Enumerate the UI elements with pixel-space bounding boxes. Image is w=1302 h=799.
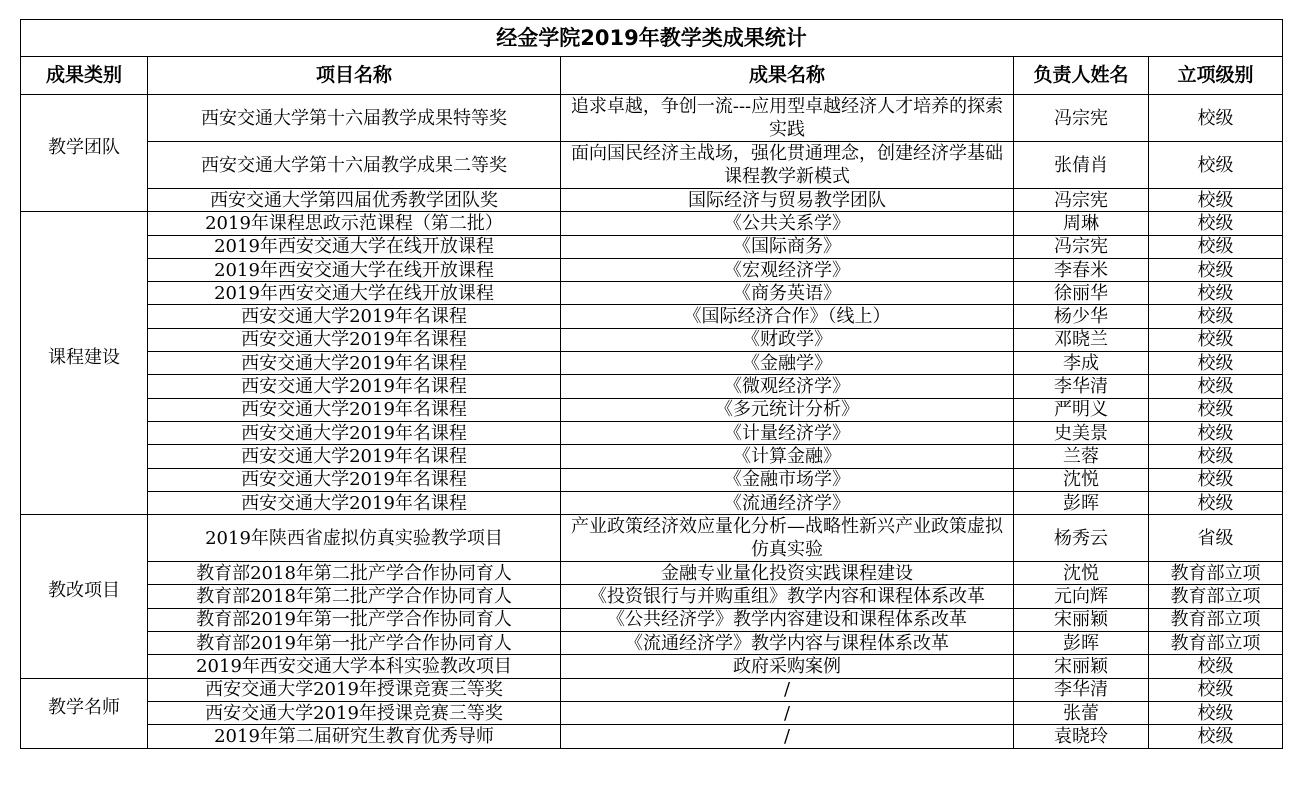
level-cell: 校级	[1149, 655, 1283, 678]
table-row	[21, 678, 1283, 701]
title-row	[21, 20, 1283, 57]
table-row	[21, 445, 1283, 468]
table-row	[21, 701, 1283, 724]
level-cell: 校级	[1149, 282, 1283, 305]
result-cell: 《微观经济学》	[561, 375, 1014, 398]
table-row	[21, 212, 1283, 235]
result-cell: /	[561, 701, 1014, 724]
category-cell	[21, 678, 148, 748]
leader-cell: 周琳	[1014, 212, 1149, 235]
leader-cell: 宋丽颖	[1014, 655, 1149, 678]
leader-cell: 李华清	[1014, 375, 1149, 398]
result-cell: 《公共经济学》教学内容建设和课程体系改革	[561, 608, 1014, 631]
level-cell: 校级	[1149, 328, 1283, 351]
table-row	[21, 282, 1283, 305]
table-row	[21, 328, 1283, 351]
level-cell: 校级	[1149, 678, 1283, 701]
table-row	[21, 562, 1283, 585]
level-cell: 校级	[1149, 212, 1283, 235]
table-row	[21, 632, 1283, 655]
project-cell: 西安交通大学2019年名课程	[148, 445, 561, 468]
level-cell: 校级	[1149, 95, 1283, 142]
level-cell: 校级	[1149, 375, 1283, 398]
level-cell: 教育部立项	[1149, 632, 1283, 655]
project-cell: 西安交通大学2019年授课竞赛三等奖	[148, 701, 561, 724]
leader-cell: 沈悦	[1014, 562, 1149, 585]
level-cell: 校级	[1149, 142, 1283, 189]
project-cell: 西安交通大学2019年名课程	[148, 375, 561, 398]
project-cell: 西安交通大学2019年授课竞赛三等奖	[148, 678, 561, 701]
project-cell: 教育部2018年第二批产学合作协同育人	[148, 562, 561, 585]
level-cell: 校级	[1149, 421, 1283, 444]
result-cell: 《宏观经济学》	[561, 258, 1014, 281]
leader-cell: 袁晓玲	[1014, 725, 1149, 748]
header-project: 项目名称	[148, 57, 561, 95]
table-row	[21, 258, 1283, 281]
project-cell: 2019年第二届研究生教育优秀导师	[148, 725, 561, 748]
level-cell: 校级	[1149, 258, 1283, 281]
leader-cell: 杨秀云	[1014, 515, 1149, 562]
project-cell: 2019年西安交通大学在线开放课程	[148, 282, 561, 305]
result-cell: 《公共关系学》	[561, 212, 1014, 235]
table-row	[21, 235, 1283, 258]
project-cell: 2019年西安交通大学在线开放课程	[148, 258, 561, 281]
result-cell: 《投资银行与并购重组》教学内容和课程体系改革	[561, 585, 1014, 608]
level-cell: 教育部立项	[1149, 585, 1283, 608]
table-row	[21, 491, 1283, 514]
result-cell: 面向国民经济主战场，强化贯通理念，创建经济学基础课程教学新模式	[561, 142, 1014, 189]
header-category: 成果类别	[21, 57, 148, 95]
table-row	[21, 305, 1283, 328]
category-label: 教改项目	[48, 579, 120, 601]
header-leader: 负责人姓名	[1014, 57, 1149, 95]
result-cell: 政府采购案例	[561, 655, 1014, 678]
result-cell: 《金融学》	[561, 352, 1014, 375]
level-cell: 校级	[1149, 725, 1283, 748]
table-row	[21, 375, 1283, 398]
leader-cell: 邓晓兰	[1014, 328, 1149, 351]
leader-cell: 宋丽颖	[1014, 608, 1149, 631]
level-cell: 校级	[1149, 445, 1283, 468]
level-cell: 校级	[1149, 305, 1283, 328]
project-cell: 2019年课程思政示范课程（第二批）	[148, 212, 561, 235]
level-cell: 校级	[1149, 701, 1283, 724]
header-level: 立项级别	[1149, 57, 1283, 95]
level-cell: 校级	[1149, 491, 1283, 514]
header-result: 成果名称	[561, 57, 1014, 95]
result-cell: /	[561, 678, 1014, 701]
project-cell: 教育部2019年第一批产学合作协同育人	[148, 632, 561, 655]
leader-cell: 史美景	[1014, 421, 1149, 444]
result-cell: 《国际经济合作》（线上）	[561, 305, 1014, 328]
table-row	[21, 655, 1283, 678]
achievements-table	[20, 19, 1283, 749]
table-row	[21, 189, 1283, 212]
result-cell: 《金融市场学》	[561, 468, 1014, 491]
table-row	[21, 468, 1283, 491]
project-cell: 西安交通大学2019年名课程	[148, 421, 561, 444]
table-row	[21, 352, 1283, 375]
leader-cell: 彭晖	[1014, 632, 1149, 655]
result-cell: 追求卓越，争创一流---应用型卓越经济人才培养的探索实践	[561, 95, 1014, 142]
project-cell: 西安交通大学2019年名课程	[148, 352, 561, 375]
result-cell: 《流通经济学》	[561, 491, 1014, 514]
result-cell: 《财政学》	[561, 328, 1014, 351]
table-body	[21, 95, 1283, 749]
category-cell	[21, 515, 148, 678]
table-row	[21, 142, 1283, 189]
leader-cell: 兰蓉	[1014, 445, 1149, 468]
leader-cell: 杨少华	[1014, 305, 1149, 328]
project-cell: 西安交通大学2019年名课程	[148, 305, 561, 328]
leader-cell: 李华清	[1014, 678, 1149, 701]
leader-cell: 冯宗宪	[1014, 235, 1149, 258]
table-row	[21, 608, 1283, 631]
project-cell: 西安交通大学第十六届教学成果二等奖	[148, 142, 561, 189]
project-cell: 西安交通大学第十六届教学成果特等奖	[148, 95, 561, 142]
leader-cell: 李成	[1014, 352, 1149, 375]
table-row	[21, 421, 1283, 444]
project-cell: 2019年西安交通大学本科实验教改项目	[148, 655, 561, 678]
result-cell: 金融专业量化投资实践课程建设	[561, 562, 1014, 585]
project-cell: 西安交通大学2019年名课程	[148, 328, 561, 351]
table-row	[21, 95, 1283, 142]
level-cell: 教育部立项	[1149, 562, 1283, 585]
category-label: 教学团队	[48, 136, 120, 158]
result-cell: 产业政策经济效应量化分析—战略性新兴产业政策虚拟仿真实验	[561, 515, 1014, 562]
level-cell: 校级	[1149, 235, 1283, 258]
table-title: 经金学院2019年教学类成果统计	[21, 20, 1283, 57]
project-cell: 西安交通大学2019年名课程	[148, 398, 561, 421]
project-cell: 西安交通大学2019年名课程	[148, 491, 561, 514]
category-cell	[21, 95, 148, 212]
result-cell: /	[561, 725, 1014, 748]
leader-cell: 彭晖	[1014, 491, 1149, 514]
level-cell: 教育部立项	[1149, 608, 1283, 631]
project-cell: 西安交通大学第四届优秀教学团队奖	[148, 189, 561, 212]
level-cell: 校级	[1149, 352, 1283, 375]
project-cell: 教育部2019年第一批产学合作协同育人	[148, 608, 561, 631]
level-cell: 校级	[1149, 468, 1283, 491]
result-cell: 《计算金融》	[561, 445, 1014, 468]
leader-cell: 冯宗宪	[1014, 95, 1149, 142]
table-row	[21, 725, 1283, 748]
result-cell: 国际经济与贸易教学团队	[561, 189, 1014, 212]
leader-cell: 张倩肖	[1014, 142, 1149, 189]
category-cell	[21, 212, 148, 515]
leader-cell: 徐丽华	[1014, 282, 1149, 305]
table-row	[21, 585, 1283, 608]
header-row	[21, 57, 1283, 95]
result-cell: 《国际商务》	[561, 235, 1014, 258]
project-cell: 教育部2018年第二批产学合作协同育人	[148, 585, 561, 608]
result-cell: 《商务英语》	[561, 282, 1014, 305]
project-cell: 2019年陕西省虚拟仿真实验教学项目	[148, 515, 561, 562]
project-cell: 西安交通大学2019年名课程	[148, 468, 561, 491]
level-cell: 省级	[1149, 515, 1283, 562]
leader-cell: 冯宗宪	[1014, 189, 1149, 212]
leader-cell: 元向辉	[1014, 585, 1149, 608]
result-cell: 《计量经济学》	[561, 421, 1014, 444]
level-cell: 校级	[1149, 189, 1283, 212]
table-row	[21, 398, 1283, 421]
result-cell: 《流通经济学》教学内容与课程体系改革	[561, 632, 1014, 655]
table-row	[21, 515, 1283, 562]
leader-cell: 张蕾	[1014, 701, 1149, 724]
level-cell: 校级	[1149, 398, 1283, 421]
leader-cell: 严明义	[1014, 398, 1149, 421]
leader-cell: 李春米	[1014, 258, 1149, 281]
project-cell: 2019年西安交通大学在线开放课程	[148, 235, 561, 258]
category-label: 课程建设	[48, 346, 120, 368]
category-label: 教学名师	[48, 696, 120, 718]
result-cell: 《多元统计分析》	[561, 398, 1014, 421]
leader-cell: 沈悦	[1014, 468, 1149, 491]
